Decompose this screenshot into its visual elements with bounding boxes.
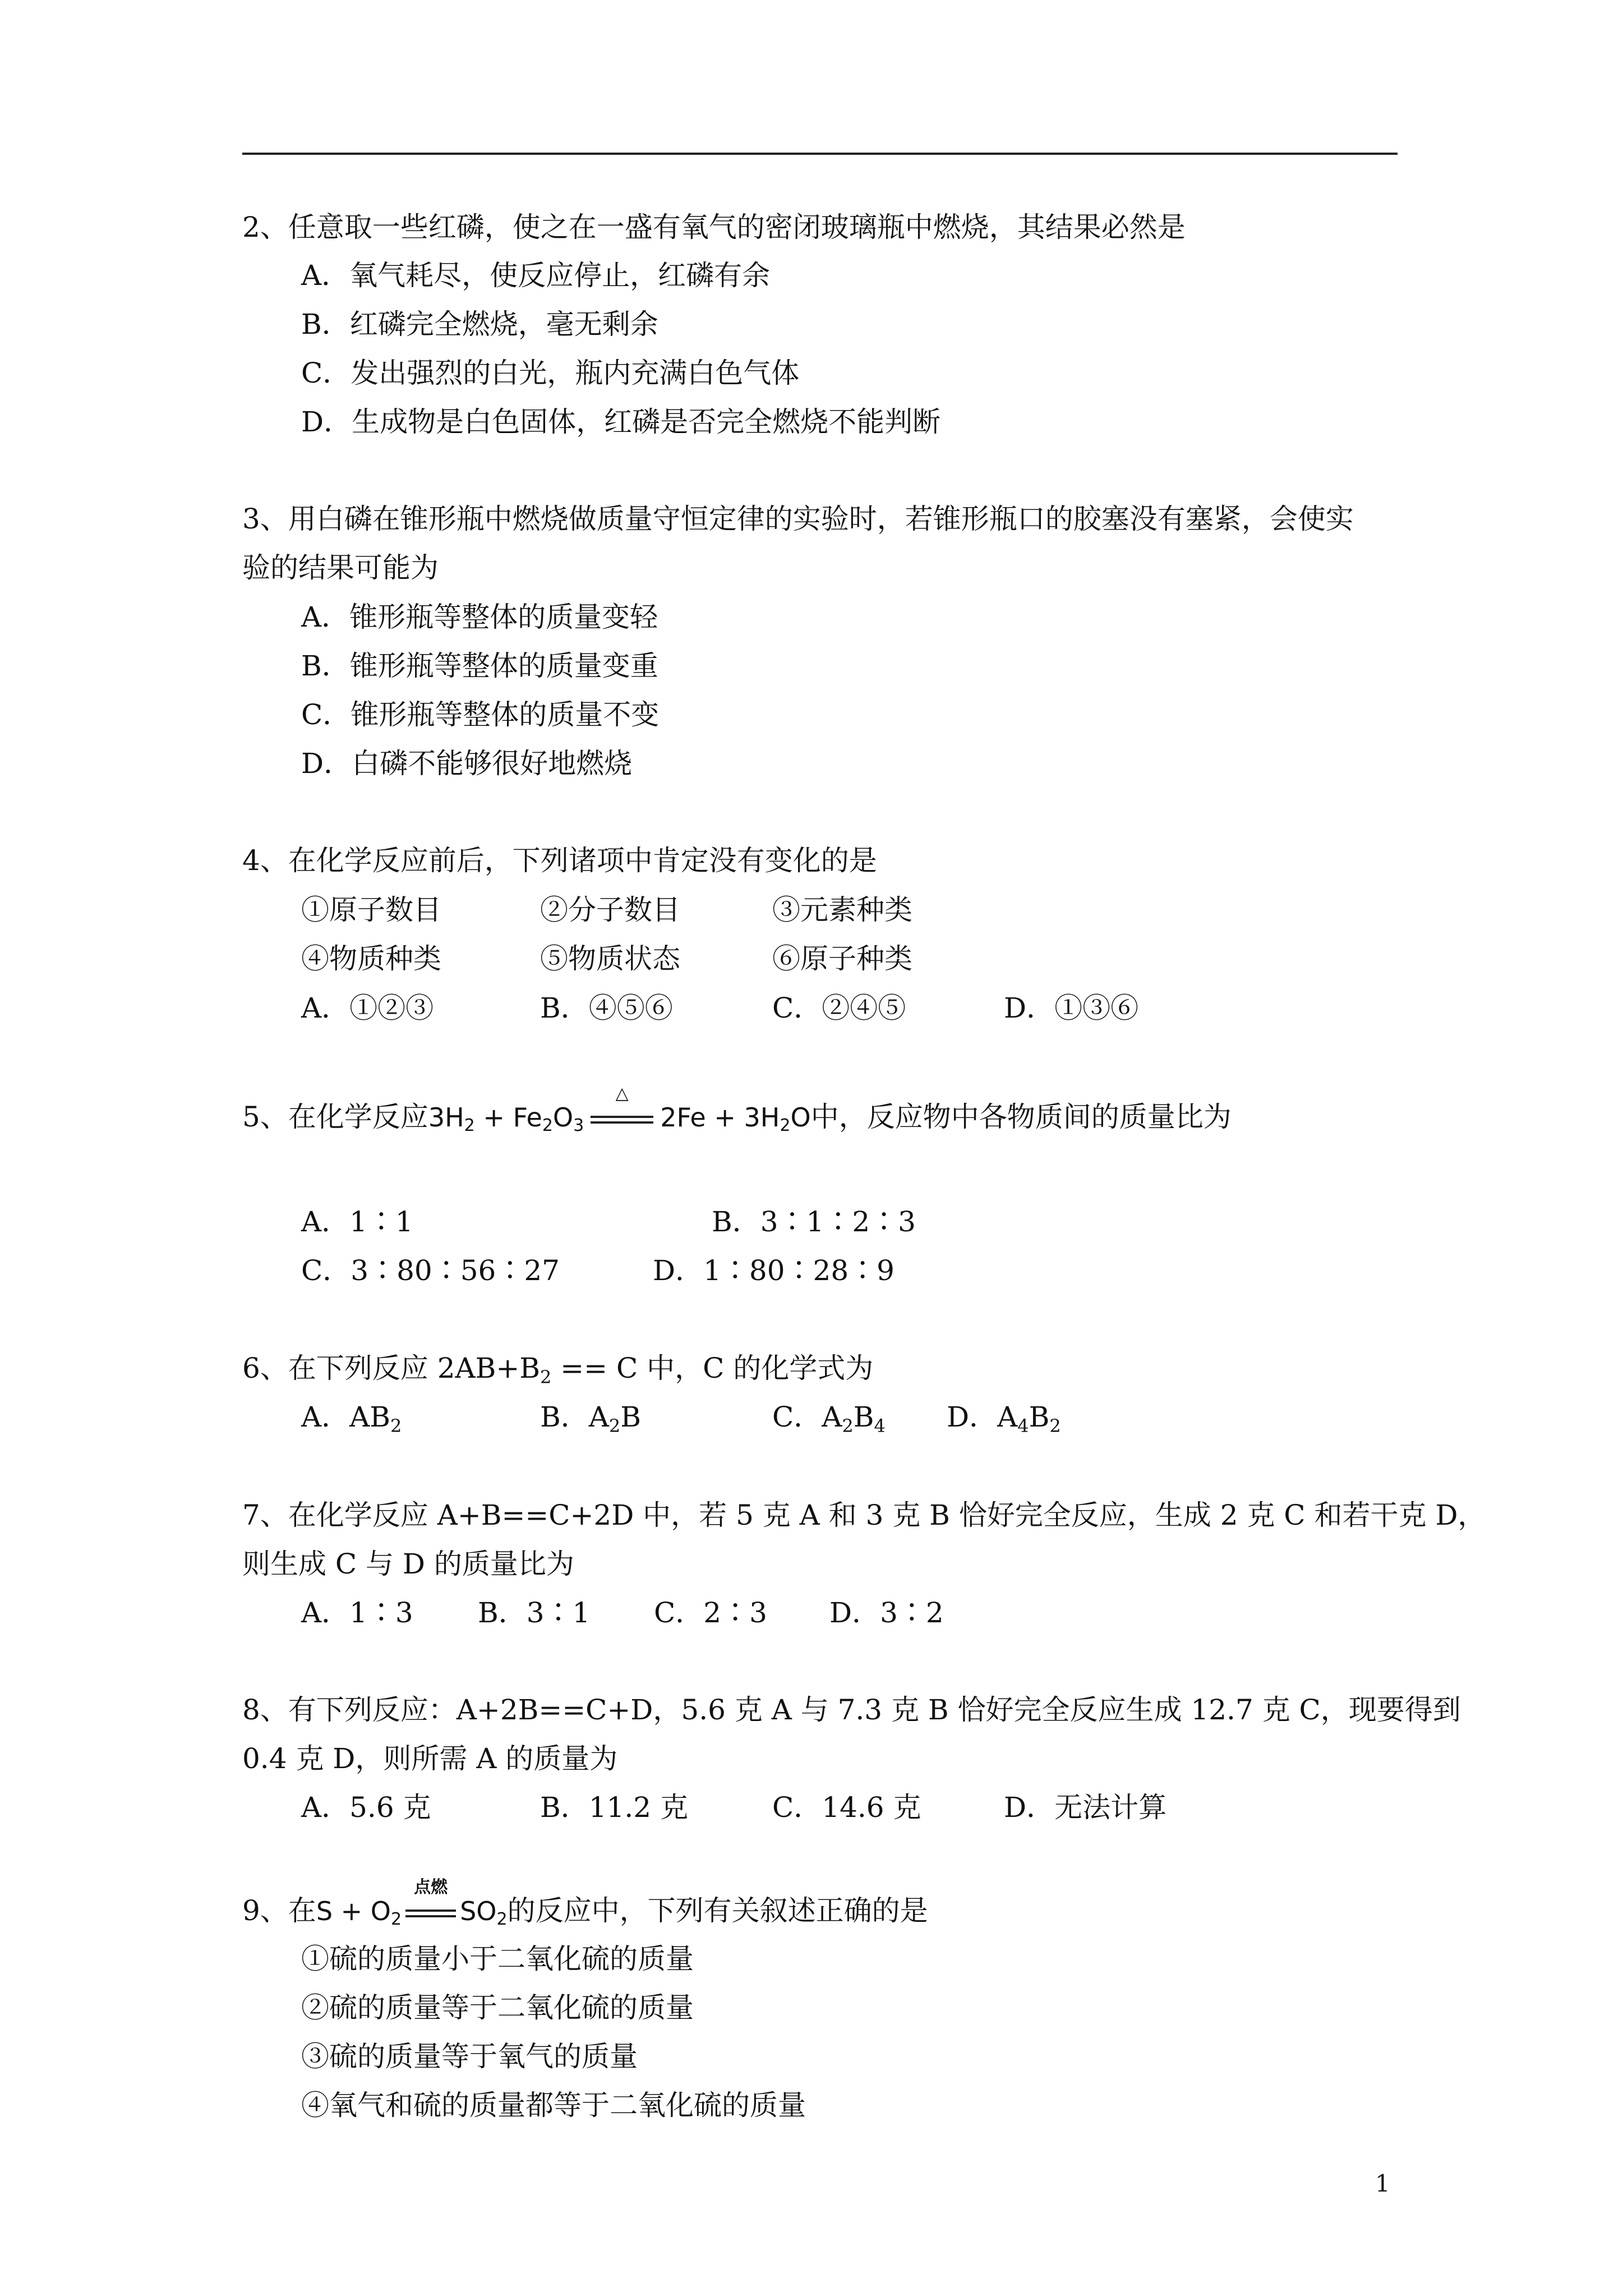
q3-option-c: C．锥形瓶等整体的质量不变 xyxy=(301,698,660,731)
q4-item-5: ⑤物质状态 xyxy=(540,942,680,975)
q8-option-a: A．5.6 克 xyxy=(301,1791,431,1824)
q9-suffix: 的反应中，下列有关叙述正确的是 xyxy=(507,1894,928,1927)
q6-c-text2: B xyxy=(853,1401,874,1433)
heat-symbol: △ xyxy=(615,1084,629,1103)
eq-plus: + xyxy=(706,1102,744,1133)
q6-b-text: B．A xyxy=(540,1401,609,1433)
reaction-condition xyxy=(588,1084,656,1130)
eq-o: O xyxy=(552,1102,574,1133)
q6-option-b xyxy=(540,1403,641,1435)
q3-stem-line1: 3、用白磷在锥形瓶中燃烧做质量守恒定律的实验时，若锥形瓶口的胶塞没有塞紧，会使实 xyxy=(242,503,1354,535)
q6-c-text: C．A xyxy=(772,1401,842,1433)
q4-stem: 4、在化学反应前后，下列诸项中肯定没有变化的是 xyxy=(242,844,877,877)
q9-item-1: ①硫的质量小于二氧化硫的质量 xyxy=(301,1943,694,1975)
eq-sub: 2 xyxy=(780,1116,791,1135)
q5-option-a: A．1∶1 xyxy=(301,1205,413,1238)
q3-option-b: B．锥形瓶等整体的质量变重 xyxy=(301,650,658,682)
q9-stem xyxy=(242,1878,928,1929)
q9-prefix: 9、在 xyxy=(242,1894,316,1927)
eq-s-o: S + O xyxy=(316,1896,391,1926)
q6-option-c xyxy=(772,1403,886,1435)
q6-sub: 2 xyxy=(390,1415,402,1437)
q8-option-b: B．11.2 克 xyxy=(540,1791,688,1824)
q6-sub: 2 xyxy=(842,1415,854,1437)
q5-prefix: 5、在化学反应 xyxy=(242,1101,428,1133)
eq-so: SO xyxy=(460,1896,497,1926)
q2-option-d: D．生成物是白色固体，红磷是否完全燃烧不能判断 xyxy=(301,406,941,438)
q7-option-b: B．3∶1 xyxy=(478,1596,591,1629)
q5-option-c: C．3∶80∶56∶27 xyxy=(301,1254,560,1287)
q7-stem-line2: 则生成 C 与 D 的质量比为 xyxy=(242,1548,574,1580)
page-number: 1 xyxy=(1375,2170,1390,2197)
ignite-label: 点燃 xyxy=(414,1878,448,1897)
q6-d-text: D．A xyxy=(947,1401,1018,1433)
q6-d-text2: B xyxy=(1029,1401,1050,1433)
q6-sub: 4 xyxy=(874,1415,886,1437)
q7-stem-line1: 7、在化学反应 A+B==C+2D 中，若 5 克 A 和 3 克 B 恰好完全反应，生成 2 克 C 和若干克 D， xyxy=(242,1499,1486,1531)
q2-option-b: B．红磷完全燃烧，毫无剩余 xyxy=(301,308,658,341)
eq-sub: 2 xyxy=(496,1910,508,1929)
eq-plus: + xyxy=(474,1102,513,1133)
eq-sub: 2 xyxy=(391,1910,402,1929)
q4-item-4: ④物质种类 xyxy=(301,942,441,975)
q9-item-2: ②硫的质量等于二氧化硫的质量 xyxy=(301,1991,694,2024)
eq-2fe: 2Fe xyxy=(660,1102,706,1133)
q9-item-4: ④氧气和硫的质量都等于二氧化硫的质量 xyxy=(301,2089,806,2122)
eq-fe: Fe xyxy=(513,1102,542,1133)
eq-sub: 3 xyxy=(573,1116,584,1135)
q8-option-d: D．无法计算 xyxy=(1004,1791,1167,1824)
q2-option-c: C．发出强烈的白光，瓶内充满白色气体 xyxy=(301,357,800,389)
q9-equation xyxy=(316,1878,508,1929)
eq-o: O xyxy=(790,1102,811,1133)
q6-sub: 4 xyxy=(1017,1415,1029,1437)
q4-item-2: ②分子数目 xyxy=(540,894,680,926)
q4-item-1: ①原子数目 xyxy=(301,894,441,926)
q6-a-text: A．AB xyxy=(301,1401,390,1433)
q4-option-b: B．④⑤⑥ xyxy=(540,992,673,1024)
q6-stem-b: == C 中，C 的化学式为 xyxy=(551,1352,874,1384)
q2-stem: 2、任意取一些红磷，使之在一盛有氧气的密闭玻璃瓶中燃烧，其结果必然是 xyxy=(242,211,1186,243)
q2-option-a: A．氧气耗尽，使反应停止，红磷有余 xyxy=(301,259,771,292)
q5-stem xyxy=(242,1084,1232,1135)
eq-h2: 3H xyxy=(428,1102,464,1133)
eq-3h: 3H xyxy=(744,1102,780,1133)
q8-stem-line2: 0.4 克 D，则所需 A 的质量为 xyxy=(242,1742,618,1775)
equals-bars xyxy=(591,1116,653,1124)
q6-option-a xyxy=(301,1403,402,1435)
q8-stem-line1: 8、有下列反应：A+2B==C+D，5.6 克 A 与 7.3 克 B 恰好完全反应生成 12.7 克 C，现要得到 xyxy=(242,1694,1461,1726)
q4-option-c: C．②④⑤ xyxy=(772,992,906,1024)
q4-item-6: ⑥原子种类 xyxy=(772,942,912,975)
equals-bars xyxy=(405,1910,456,1917)
q9-item-3: ③硫的质量等于氧气的质量 xyxy=(301,2040,638,2073)
q4-item-3: ③元素种类 xyxy=(772,894,912,926)
q6-stem xyxy=(242,1354,873,1386)
q6-sub: 2 xyxy=(608,1415,621,1437)
q5-equation xyxy=(428,1084,811,1135)
q5-option-b: B．3∶1∶2∶3 xyxy=(712,1205,916,1238)
header-rule xyxy=(242,153,1398,155)
q7-option-a: A．1∶3 xyxy=(301,1596,413,1629)
q6-b-text2: B xyxy=(620,1401,641,1433)
q3-option-a: A．锥形瓶等整体的质量变轻 xyxy=(301,601,658,633)
q6-sub: 2 xyxy=(540,1366,552,1388)
q4-option-a: A．①②③ xyxy=(301,992,434,1024)
reaction-condition xyxy=(404,1878,458,1924)
q3-stem-line2: 验的结果可能为 xyxy=(242,551,439,584)
eq-sub: 2 xyxy=(542,1116,553,1135)
q6-option-d xyxy=(947,1403,1061,1435)
q8-option-c: C．14.6 克 xyxy=(772,1791,921,1824)
q7-option-d: D．3∶2 xyxy=(829,1596,944,1629)
q5-option-d: D．1∶80∶28∶9 xyxy=(653,1254,895,1287)
eq-sub: 2 xyxy=(464,1116,475,1135)
q7-option-c: C．2∶3 xyxy=(654,1596,767,1629)
q4-option-d: D．①③⑥ xyxy=(1004,992,1139,1024)
q3-option-d: D．白磷不能够很好地燃烧 xyxy=(301,747,633,780)
q6-stem-a: 6、在下列反应 2AB+B xyxy=(242,1352,541,1384)
q6-sub: 2 xyxy=(1049,1415,1061,1437)
q5-suffix: 中，反应物中各物质间的质量比为 xyxy=(810,1101,1232,1133)
